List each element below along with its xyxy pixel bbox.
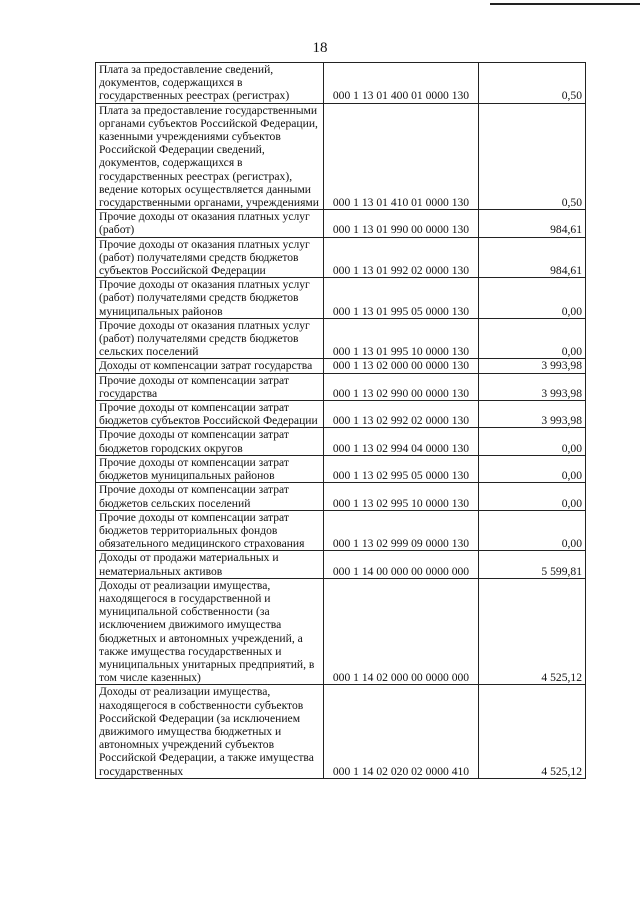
- row-name: Доходы от реализации имущества, находящегося в государственной и муниципальной собственности (за исключением движимого имущества бюджетных и автономных учреждений, а также имущества государственных и муниципальных унитарных предприятий, в том числе казенных): [96, 578, 324, 685]
- table-row: [96, 103, 586, 210]
- row-code: 000 1 13 02 000 00 0000 130: [324, 359, 479, 373]
- row-name: Прочие доходы от оказания платных услуг (работ): [96, 210, 324, 237]
- table-row: [96, 63, 586, 104]
- table-row: [96, 510, 586, 551]
- row-amount: 0,00: [479, 510, 586, 551]
- row-code: 000 1 13 01 995 05 0000 130: [324, 278, 479, 319]
- row-amount: 3 993,98: [479, 359, 586, 373]
- row-code: 000 1 13 02 992 02 0000 130: [324, 401, 479, 428]
- row-name: Прочие доходы от оказания платных услуг (работ) получателями средств бюджетов сельских поселений: [96, 318, 324, 359]
- row-name: Прочие доходы от компенсации затрат бюджетов сельских поселений: [96, 483, 324, 510]
- row-name: Прочие доходы от компенсации затрат бюджетов муниципальных районов: [96, 455, 324, 482]
- table-row: [96, 483, 586, 510]
- row-code: 000 1 14 02 020 02 0000 410: [324, 685, 479, 778]
- row-amount: 0,00: [479, 428, 586, 455]
- table-row: [96, 455, 586, 482]
- row-code: 000 1 13 01 990 00 0000 130: [324, 210, 479, 237]
- row-name: Доходы от продажи материальных и нематериальных активов: [96, 551, 324, 578]
- table-row: [96, 373, 586, 400]
- row-name: Доходы от реализации имущества, находящегося в собственности субъектов Российской Федерации (за исключением движимого имущества бюджетных и автономных учреждений субъектов Российской Федерации, а также имущества государственных: [96, 685, 324, 778]
- row-code: 000 1 13 02 994 04 0000 130: [324, 428, 479, 455]
- table-row: [96, 237, 586, 278]
- row-name: Плата за предоставление сведений, документов, содержащихся в государственных реестрах (регистрах): [96, 63, 324, 104]
- budget-table: [95, 62, 586, 779]
- row-code: 000 1 13 02 995 05 0000 130: [324, 455, 479, 482]
- table-body: [96, 63, 586, 779]
- table-row: [96, 578, 586, 685]
- page-number: 18: [312, 40, 328, 56]
- row-amount: 0,00: [479, 483, 586, 510]
- row-amount: 0,00: [479, 455, 586, 482]
- row-name: Прочие доходы от компенсации затрат бюджетов субъектов Российской Федерации: [96, 401, 324, 428]
- row-name: Прочие доходы от оказания платных услуг (работ) получателями средств бюджетов субъектов Российской Федерации: [96, 237, 324, 278]
- row-amount: 0,00: [479, 318, 586, 359]
- row-code: 000 1 13 01 410 01 0000 130: [324, 103, 479, 210]
- row-code: 000 1 14 00 000 00 0000 000: [324, 551, 479, 578]
- row-amount: 3 993,98: [479, 373, 586, 400]
- row-code: 000 1 13 01 992 02 0000 130: [324, 237, 479, 278]
- row-amount: 4 525,12: [479, 578, 586, 685]
- table-row: [96, 318, 586, 359]
- row-amount: 3 993,98: [479, 401, 586, 428]
- row-name: Прочие доходы от компенсации затрат бюджетов территориальных фондов обязательного медицинского страхования: [96, 510, 324, 551]
- row-amount: 984,61: [479, 237, 586, 278]
- row-amount: 0,00: [479, 278, 586, 319]
- row-amount: 0,50: [479, 63, 586, 104]
- table-row: [96, 428, 586, 455]
- row-name: Прочие доходы от оказания платных услуг (работ) получателями средств бюджетов муниципальных районов: [96, 278, 324, 319]
- row-code: 000 1 14 02 000 00 0000 000: [324, 578, 479, 685]
- row-amount: 0,50: [479, 103, 586, 210]
- row-code: 000 1 13 01 400 01 0000 130: [324, 63, 479, 104]
- table-row: [96, 210, 586, 237]
- row-name: Плата за предоставление государственными органами субъектов Российской Федерации, казенными учреждениями субъектов Российской Федерации сведений, документов, содержащихся в государственных реестрах (регистрах), ведение которых осуществляется данными государственными органами, учреждениями: [96, 103, 324, 210]
- row-name: Прочие доходы от компенсации затрат государства: [96, 373, 324, 400]
- table-row: [96, 551, 586, 578]
- table-row: [96, 401, 586, 428]
- row-code: 000 1 13 02 990 00 0000 130: [324, 373, 479, 400]
- row-code: 000 1 13 02 995 10 0000 130: [324, 483, 479, 510]
- top-rule: [490, 3, 640, 5]
- row-code: 000 1 13 02 999 09 0000 130: [324, 510, 479, 551]
- row-amount: 5 599,81: [479, 551, 586, 578]
- table-row: [96, 278, 586, 319]
- table-row: [96, 359, 586, 373]
- row-name: Прочие доходы от компенсации затрат бюджетов городских округов: [96, 428, 324, 455]
- row-amount: 4 525,12: [479, 685, 586, 778]
- row-amount: 984,61: [479, 210, 586, 237]
- row-code: 000 1 13 01 995 10 0000 130: [324, 318, 479, 359]
- row-name: Доходы от компенсации затрат государства: [96, 359, 324, 373]
- table-row: [96, 685, 586, 778]
